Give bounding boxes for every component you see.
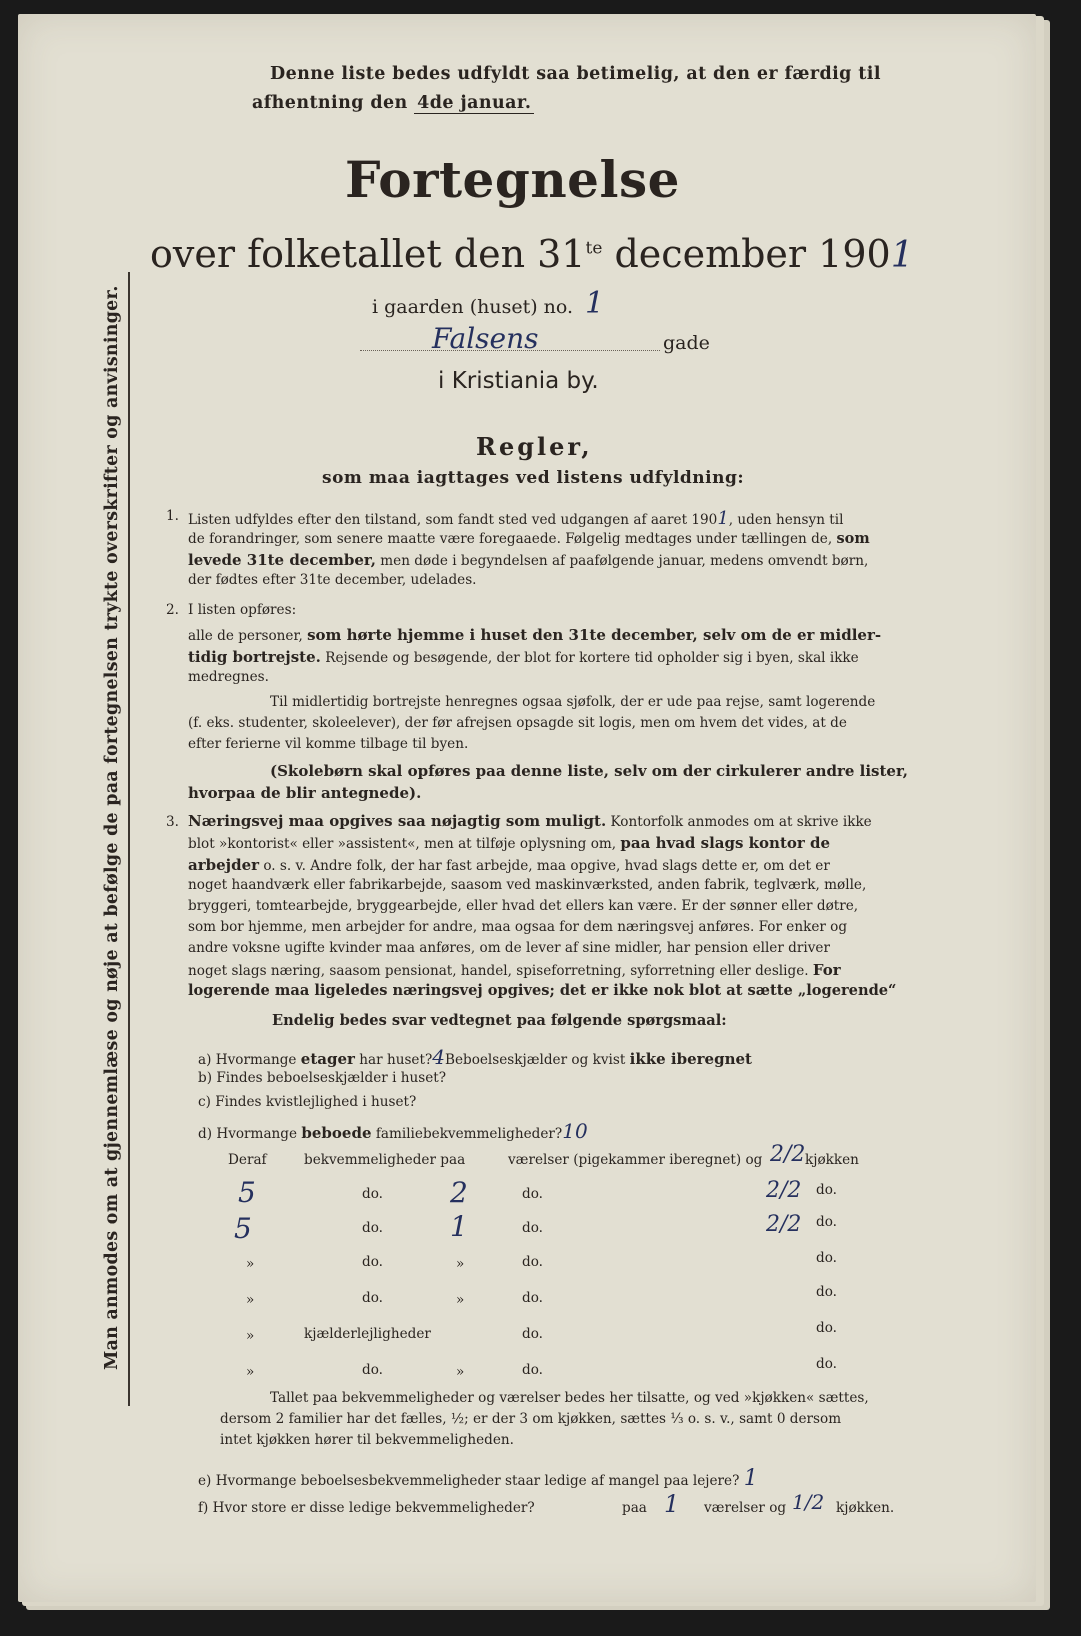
notice-line-1: Denne liste bedes udfyldt saa betimelig, at den er færdig til	[270, 64, 881, 84]
row-1-count: 5	[238, 1176, 256, 1209]
city-label: i Kristiania by.	[438, 368, 599, 394]
rule-3-line-8	[188, 961, 841, 979]
question-c-label: c)	[198, 1094, 211, 1110]
question-a-bold-1: etager	[300, 1050, 355, 1068]
row-3-do: do.	[362, 1254, 383, 1270]
rule-2-line-1	[188, 626, 881, 644]
question-f-vaer: værelser og	[704, 1500, 787, 1516]
rule-2-l2a: tidig bortrejste.	[188, 648, 321, 666]
question-d-bold: beboede	[301, 1124, 372, 1142]
gaard-number-handwritten: 1	[585, 286, 605, 321]
rule-2-intro: I listen opføres:	[188, 602, 297, 618]
row-3-ditto-2: »	[456, 1256, 465, 1272]
rule-2-l1b: som hørte hjemme i huset den 31te december, selv om de er midler-	[307, 626, 882, 644]
rule-1-l3a: levede 31te december,	[188, 551, 376, 569]
rule-1-line-1	[188, 508, 843, 529]
notice-line-2	[252, 93, 534, 113]
rule-1-l2b: som	[836, 530, 870, 547]
question-a	[198, 1045, 752, 1069]
question-e-label: e)	[198, 1473, 212, 1489]
rule-2-l2b: Rejsende og besøgende, der blot for kortere tid opholder sig i byen, skal ikke	[325, 650, 859, 666]
rule-3-number: 3.	[166, 814, 179, 830]
rule-2-p3-line-1: (Skolebørn skal opføres paa denne liste, selv om der cirkulerer andre lister,	[270, 762, 909, 780]
question-d-text-1: Hvormange	[216, 1126, 298, 1142]
rule-3-l8a: noget slags næring, saasom pensionat, handel, spiseforretning, syforretning eller deslige.	[188, 963, 809, 979]
row-3-do-2: do.	[522, 1254, 543, 1270]
subtitle-end: december 190	[614, 232, 891, 276]
question-a-bold-2: ikke iberegnet	[629, 1050, 752, 1068]
gaard-label: i gaarden (huset) no.	[372, 296, 574, 318]
rule-3-line-3	[188, 856, 830, 874]
question-b-label: b)	[198, 1070, 213, 1086]
question-e-text: Hvormange beboelsesbekvemmeligheder staar ledige af mangel paa lejere?	[215, 1473, 740, 1489]
rule-3-line-1	[188, 812, 872, 830]
row-5-do-3: do.	[816, 1320, 837, 1336]
rule-2-l1a: alle de personer,	[188, 628, 303, 644]
row-1-rooms: 2	[450, 1176, 468, 1209]
table-header-deraf: Deraf	[228, 1152, 267, 1168]
rule-3-l1b: Kontorfolk anmodes om at skrive ikke	[610, 814, 872, 830]
row-5-ditto: »	[246, 1328, 255, 1344]
footnote-line-1: Tallet paa bekvemmeligheder og værelser bedes her tilsatte, og ved »kjøkken« sættes,	[270, 1390, 869, 1406]
rule-2-line-2	[188, 648, 859, 666]
rule-2-p2-line-3: efter ferierne vil komme tilbage til byen.	[188, 736, 469, 752]
rule-3-l1a: Næringsvej maa opgives saa nøjagtig som muligt.	[188, 812, 607, 830]
question-d	[198, 1119, 588, 1143]
table-header-kjokken: kjøkken	[805, 1152, 859, 1168]
question-c	[198, 1094, 416, 1110]
rule-2-p2-line-2: (f. eks. studenter, skoleelever), der før afrejsen opsagde sit logis, men om hvem det vides, at de	[188, 715, 847, 731]
row-2-do-3: do.	[816, 1214, 837, 1230]
rule-3-line-9: logerende maa ligeledes næringsvej opgives; det er ikke nok blot at sætte „logerende“	[188, 982, 897, 999]
rule-3-line-6: som bor hjemme, men arbejder for andre, maa ogsaa for dem næringsvej anføres. For enker og	[188, 919, 848, 935]
table-header-handwritten: 2/2	[770, 1142, 806, 1167]
rule-1-line-3	[188, 551, 868, 569]
question-f-text: Hvor store er disse ledige bekvemmeligheder?	[212, 1500, 535, 1516]
row-2-rooms: 1	[450, 1210, 468, 1243]
row-3-do-3: do.	[816, 1250, 837, 1266]
row-1-do-3: do.	[816, 1182, 837, 1198]
row-4-do: do.	[362, 1290, 383, 1306]
question-a-text-1: Hvormange	[215, 1052, 297, 1068]
notice-date: 4de januar.	[414, 93, 534, 114]
question-f-kjokken: kjøkken.	[836, 1500, 895, 1516]
rules-heading: Regler,	[476, 432, 593, 461]
rule-3-l3a: arbejder	[188, 856, 260, 874]
question-f-rooms-handwritten: 1	[664, 1490, 680, 1518]
table-header-vaer: værelser (pigekammer iberegnet) og	[508, 1152, 763, 1168]
rule-1-year-handwritten: 1	[717, 508, 729, 529]
question-e	[198, 1466, 758, 1491]
question-f-label: f)	[198, 1500, 209, 1516]
row-6-do-2: do.	[522, 1362, 543, 1378]
row-2-do-2: do.	[522, 1220, 543, 1236]
row-3-ditto: »	[246, 1256, 255, 1272]
question-b-text: Findes beboelseskjælder i huset?	[216, 1070, 447, 1086]
row-6-ditto-2: »	[456, 1364, 465, 1380]
row-5-kjaelder: kjælderlejligheder	[304, 1326, 431, 1342]
question-f-kitchen-handwritten: 1/2	[792, 1490, 825, 1514]
form-title: Fortegnelse	[345, 150, 680, 209]
sidebar-rule	[128, 272, 130, 1406]
question-e-answer-handwritten: 1	[743, 1466, 758, 1491]
rule-3-line-4: noget haandværk eller fabrikarbejde, saasom ved maskinværksted, anden fabrik, teglværk, mølle,	[188, 877, 867, 893]
row-2-count: 5	[234, 1212, 252, 1245]
rule-1-text-b: , uden hensyn til	[728, 512, 844, 528]
rule-3-line-7: andre voksne ugifte kvinder maa anføres, om de lever af sine midler, har pension eller driver	[188, 940, 830, 956]
subtitle-sup: te	[585, 238, 603, 259]
rule-3-l2b: paa hvad slags kontor de	[620, 834, 831, 852]
question-c-text: Findes kvistlejlighed i huset?	[215, 1094, 417, 1110]
question-a-text-2: har huset?	[359, 1052, 433, 1068]
question-d-text-2: familiebekvemmeligheder?	[375, 1126, 563, 1142]
row-6-ditto: »	[246, 1364, 255, 1380]
street-suffix: gade	[663, 332, 710, 354]
row-4-ditto-2: »	[456, 1292, 465, 1308]
row-1-do-2: do.	[522, 1186, 543, 1202]
rule-3-l2a: blot »kontorist« eller »assistent«, men at tilføje oplysning om,	[188, 836, 617, 852]
question-d-answer-handwritten: 10	[562, 1119, 588, 1143]
row-1-do: do.	[362, 1186, 383, 1202]
question-f-paa: paa	[622, 1500, 647, 1516]
row-2-do: do.	[362, 1220, 383, 1236]
row-1-kitchen: 2/2	[766, 1178, 802, 1203]
rule-1-l3b: men døde i begyndelsen af paafølgende januar, medens omvendt børn,	[380, 553, 869, 569]
question-b	[198, 1070, 446, 1086]
question-d-label: d)	[198, 1126, 213, 1142]
rule-1-number: 1.	[166, 508, 179, 524]
question-a-label: a)	[198, 1052, 212, 1068]
row-4-ditto: »	[246, 1292, 255, 1308]
row-4-do-3: do.	[816, 1284, 837, 1300]
sidebar-instruction: Man anmodes om at gjennemlæse og nøje at befølge de paa fortegnelsen trykte overskrifter og anvisninger.	[102, 285, 122, 1370]
footnote-line-2: dersom 2 familier har det fælles, ½; er der 3 om kjøkken, sættes ⅓ o. s. v., samt 0 dersom	[220, 1411, 842, 1427]
row-2-kitchen: 2/2	[766, 1212, 802, 1237]
rule-3-line-2	[188, 834, 830, 852]
street-name-handwritten: Falsens	[432, 322, 539, 355]
question-a-answer-handwritten: 4	[432, 1045, 445, 1069]
rule-3-line-5: bryggeri, tomtearbejde, bryggearbejde, eller hvad det ellers kan være. Er der sønner eller døtre,	[188, 898, 859, 914]
rule-1-l2a: de forandringer, som senere maatte være foregaaede. Følgelig medtages under tællingen de,	[188, 531, 833, 547]
rule-1-text-a: Listen udfyldes efter den tilstand, som fandt sted ved udgangen af aaret 190	[188, 512, 718, 528]
subtitle-year-handwritten: 1	[890, 235, 914, 276]
rule-2-line-3: medregnes.	[188, 669, 269, 685]
form-subtitle	[150, 232, 914, 276]
rule-2-number: 2.	[166, 602, 179, 618]
questions-heading: Endelig bedes svar vedtegnet paa følgende spørgsmaal:	[272, 1012, 727, 1029]
footnote-line-3: intet kjøkken hører til bekvemmeligheden.	[220, 1432, 514, 1448]
rules-subheading: som maa iagttages ved listens udfyldning:	[322, 468, 745, 488]
question-a-text-3: Beboelseskjælder og kvist	[444, 1052, 626, 1068]
rule-1-line-2	[188, 530, 870, 547]
table-header-bekv: bekvemmeligheder paa	[304, 1152, 466, 1168]
row-4-do-2: do.	[522, 1290, 543, 1306]
row-5-do-2: do.	[522, 1326, 543, 1342]
rule-2-p2-line-1: Til midlertidig bortrejste henregnes ogsaa sjøfolk, der er ude paa rejse, samt logerende	[270, 694, 876, 710]
rule-3-l3b: o. s. v. Andre folk, der har fast arbejde, maa opgive, hvad slags dette er, om det er	[263, 858, 830, 874]
rule-3-l8b: For	[812, 961, 841, 979]
rule-2-p3-line-2: hvorpaa de blir antegnede).	[188, 784, 422, 802]
question-f	[198, 1500, 535, 1516]
rule-1-line-4: der fødtes efter 31te december, udelades.	[188, 572, 477, 588]
subtitle-text: over folketallet den 31	[150, 232, 586, 276]
notice-prefix: afhentning den	[252, 93, 408, 113]
row-6-do: do.	[362, 1362, 383, 1378]
row-6-do-3: do.	[816, 1356, 837, 1372]
